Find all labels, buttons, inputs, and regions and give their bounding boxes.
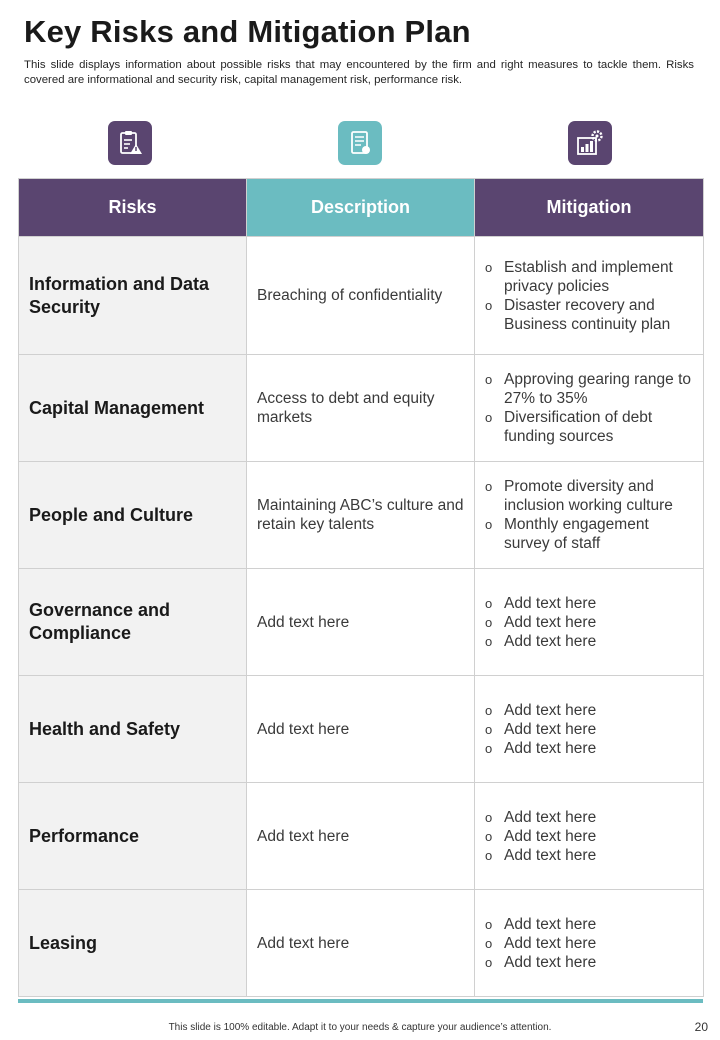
mitigation-item: o Add text here (485, 808, 597, 826)
bullet-icon: o (485, 721, 493, 737)
mitigation-item: o Add text here (485, 701, 597, 719)
bullet-icon: o (485, 809, 493, 825)
mitigation-item: o Add text here (485, 720, 597, 738)
mitigation-cell (475, 676, 704, 783)
risk-table (18, 178, 704, 997)
table-row (19, 569, 704, 676)
bullet-icon: o (485, 595, 493, 611)
bullet-icon: o (485, 259, 493, 275)
page-title: Key Risks and Mitigation Plan (24, 14, 471, 49)
page-number: 20 (694, 1020, 708, 1034)
bullet-icon: o (485, 372, 493, 387)
risk-name: Leasing (19, 890, 247, 997)
mitigation-item: o Add text here (485, 739, 597, 757)
table-row (19, 890, 704, 997)
bullet-icon: o (485, 740, 493, 756)
mitigation-cell (475, 355, 704, 462)
header-mitigation: Mitigation (475, 179, 704, 237)
bullet-icon: o (485, 828, 493, 844)
bullet-icon: o (485, 702, 493, 718)
mitigation-item: o Add text here (485, 594, 597, 612)
mitigation-item: o Disaster recovery and Business continuity plan (485, 296, 671, 333)
table-row (19, 355, 704, 462)
gear-chart-icon (568, 121, 612, 165)
risk-name: Capital Management (19, 355, 247, 462)
risk-description: Add text here (247, 783, 475, 890)
header-risks: Risks (19, 179, 247, 237)
bullet-icon: o (485, 935, 493, 951)
mitigation-cell (475, 783, 704, 890)
header-description: Description (247, 179, 475, 237)
mitigation-item: o Add text here (485, 934, 597, 952)
table-row (19, 783, 704, 890)
bullet-icon: o (485, 410, 493, 425)
risk-description: Add text here (247, 569, 475, 676)
table-row (19, 676, 704, 783)
mitigation-item: o Establish and implement privacy policies (485, 258, 673, 295)
mitigation-cell (475, 462, 704, 569)
table-row (19, 237, 704, 355)
bottom-accent-bar (18, 999, 703, 1003)
footer-note: This slide is 100% editable. Adapt it to your needs & capture your audience’s attention. (168, 1022, 552, 1033)
risk-name: Performance (19, 783, 247, 890)
bullet-icon: o (485, 954, 493, 970)
risk-name: People and Culture (19, 462, 247, 569)
risk-checklist-icon (108, 121, 152, 165)
risk-name: Health and Safety (19, 676, 247, 783)
risk-name: Information and Data Security (19, 237, 247, 355)
risk-name: Governance and Compliance (19, 569, 247, 676)
mitigation-item: o Promote diversity and inclusion working culture (485, 478, 673, 514)
document-description-icon (338, 121, 382, 165)
bullet-icon: o (485, 916, 493, 932)
bullet-icon: o (485, 614, 493, 630)
mitigation-item: o Add text here (485, 953, 597, 971)
mitigation-cell (475, 569, 704, 676)
page-subtitle: This slide displays information about possible risks that may encountered by the firm and right measures to tackle them. Risks covered are informational and security risk, capital management risk, performance risk. (24, 59, 694, 86)
bullet-icon: o (485, 297, 493, 313)
risk-description: Access to debt and equity markets (247, 355, 475, 462)
risk-description: Add text here (247, 676, 475, 783)
mitigation-cell (475, 237, 704, 355)
risk-description: Breaching of confidentiality (247, 237, 475, 355)
table-row (19, 462, 704, 569)
bullet-icon: o (485, 847, 493, 863)
risk-description: Maintaining ABC’s culture and retain key talents (247, 462, 475, 569)
mitigation-item: o Add text here (485, 846, 597, 864)
mitigation-item: o Add text here (485, 915, 597, 933)
mitigation-item: o Add text here (485, 827, 597, 845)
mitigation-item: o Diversification of debt funding sources (485, 409, 653, 445)
bullet-icon: o (485, 633, 493, 649)
mitigation-item: o Add text here (485, 613, 597, 631)
bullet-icon: o (485, 479, 493, 494)
risk-description: Add text here (247, 890, 475, 997)
mitigation-cell (475, 890, 704, 997)
bullet-icon: o (485, 517, 493, 532)
mitigation-item: o Approving gearing range to 27% to 35% (485, 371, 691, 407)
mitigation-item: o Add text here (485, 632, 597, 650)
mitigation-item: o Monthly engagement survey of staff (485, 516, 649, 552)
